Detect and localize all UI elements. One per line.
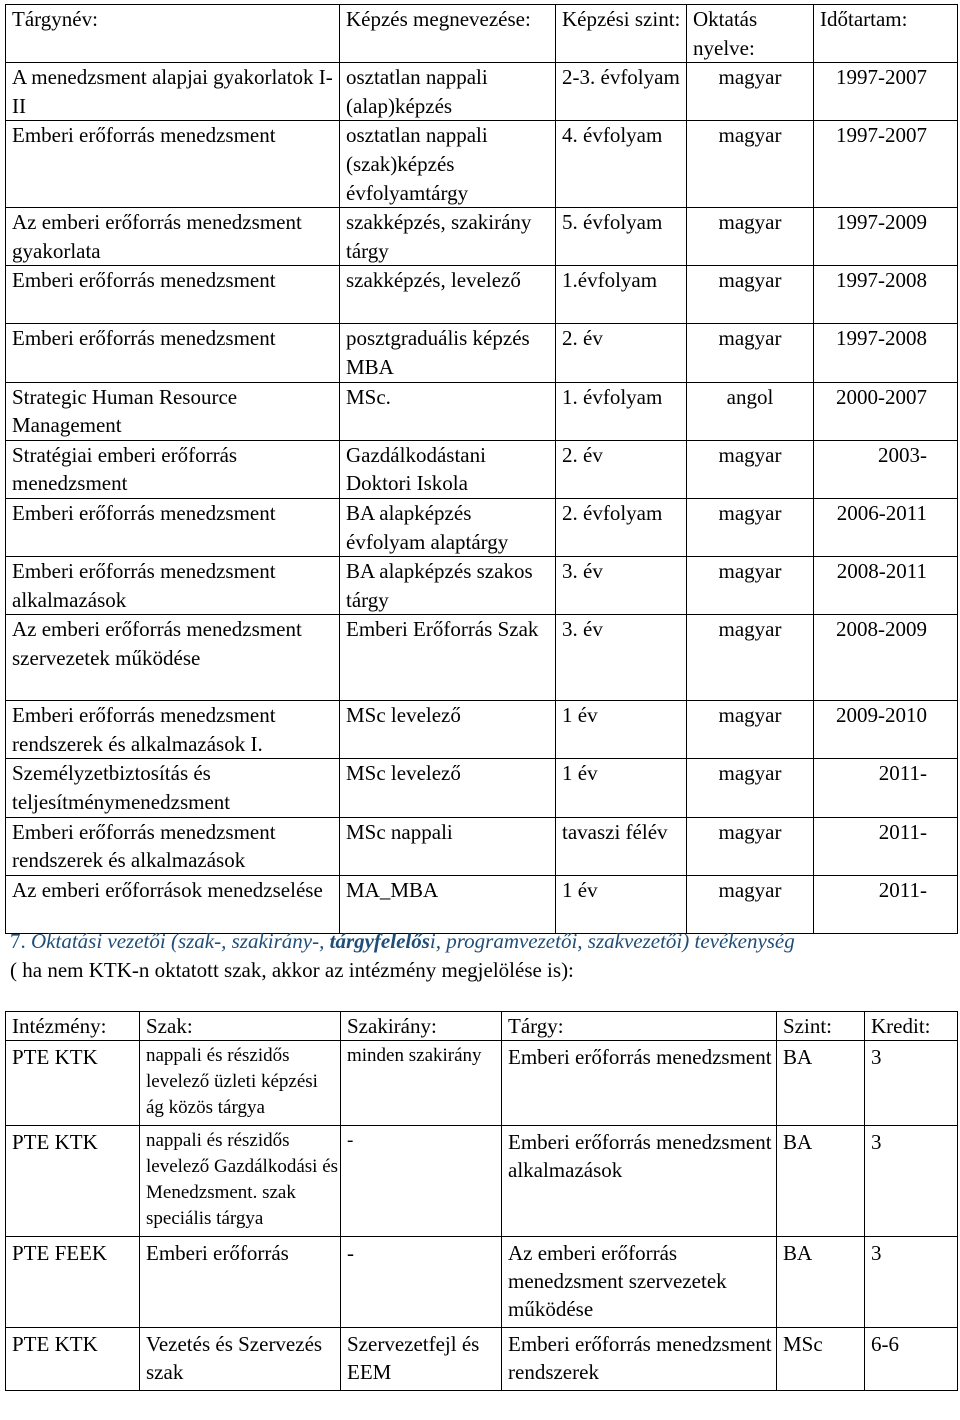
- period-cell: 2009-2010: [814, 701, 958, 759]
- period-cell: 1997-2009: [814, 208, 958, 266]
- program-cell: szakképzés, szakirány tárgy: [340, 208, 556, 266]
- table-row: [6, 1328, 958, 1391]
- major-cell: Vezetés és Szervezés szak: [140, 1328, 341, 1391]
- section-number: 7.: [10, 929, 26, 953]
- header-program: Képzés megnevezése:: [340, 5, 556, 63]
- table-row: [6, 557, 958, 615]
- level-cell: 4. évfolyam: [556, 121, 687, 208]
- credit-cell: 3: [865, 1126, 958, 1237]
- period-cell: 2008-2011: [814, 557, 958, 615]
- header-subject: Tárgynév:: [6, 5, 340, 63]
- subject-cell: Emberi erőforrás menedzsment rendszerek: [502, 1328, 777, 1391]
- program-cell: osztatlan nappali (alap)képzés: [340, 63, 556, 121]
- period-cell: 2000-2007: [814, 382, 958, 440]
- program-cell: posztgraduális képzés MBA: [340, 324, 556, 382]
- table-row: [6, 324, 958, 382]
- table-row: [6, 615, 958, 701]
- subject-cell: Emberi erőforrás menedzsment rendszerek és alkalmazások I.: [6, 701, 340, 759]
- level-cell: 1 év: [556, 875, 687, 933]
- major-cell: nappali és részidős levelező üzleti képzési ág közös tárgya: [140, 1041, 341, 1126]
- program-cell: BA alapképzés szakos tárgy: [340, 557, 556, 615]
- language-cell: magyar: [687, 557, 814, 615]
- header-language: Oktatás nyelve:: [687, 5, 814, 63]
- period-cell: 2011-: [814, 875, 958, 933]
- table-row: [6, 266, 958, 324]
- subject-cell: Emberi erőforrás menedzsment: [6, 266, 340, 324]
- period-cell: 1997-2008: [814, 266, 958, 324]
- program-cell: MSc levelező: [340, 759, 556, 817]
- credit-cell: 3: [865, 1041, 958, 1126]
- language-cell: magyar: [687, 875, 814, 933]
- specialization-cell: minden szakirány: [341, 1041, 502, 1126]
- level-cell: 1 év: [556, 759, 687, 817]
- subject-cell: Emberi erőforrás menedzsment alkalmazások: [6, 557, 340, 615]
- header-level: Képzési szint:: [556, 5, 687, 63]
- subject-cell: Az emberi erőforrások menedzselése: [6, 875, 340, 933]
- language-cell: magyar: [687, 498, 814, 556]
- subject-cell: Emberi erőforrás menedzsment alkalmazások: [502, 1126, 777, 1237]
- header-level: Szint:: [777, 1012, 865, 1041]
- subject-cell: Emberi erőforrás menedzsment: [6, 324, 340, 382]
- header-period: Időtartam:: [814, 5, 958, 63]
- table-row: [6, 875, 958, 933]
- subject-cell: Stratégiai emberi erőforrás menedzsment: [6, 440, 340, 498]
- header-institution: Intézmény:: [6, 1012, 140, 1041]
- subject-cell: Az emberi erőforrás menedzsment szervezetek működése: [6, 615, 340, 701]
- specialization-cell: -: [341, 1126, 502, 1237]
- period-cell: 1997-2007: [814, 121, 958, 208]
- language-cell: magyar: [687, 324, 814, 382]
- subject-cell: Az emberi erőforrás menedzsment szervezetek működése: [502, 1237, 777, 1328]
- table-row: [6, 1041, 958, 1126]
- major-cell: Emberi erőforrás: [140, 1237, 341, 1328]
- program-cell: MSc.: [340, 382, 556, 440]
- table-row: [6, 1237, 958, 1328]
- language-cell: magyar: [687, 759, 814, 817]
- level-cell: 2. év: [556, 440, 687, 498]
- program-cell: MA_MBA: [340, 875, 556, 933]
- level-cell: 3. év: [556, 557, 687, 615]
- table-header-row: [6, 1012, 958, 1041]
- level-cell: 1 év: [556, 701, 687, 759]
- period-cell: 2011-: [814, 759, 958, 817]
- program-cell: BA alapképzés évfolyam alaptárgy: [340, 498, 556, 556]
- table-row: [6, 440, 958, 498]
- specialization-cell: Szervezetfejl és EEM: [341, 1328, 502, 1391]
- table-row: [6, 121, 958, 208]
- table-row: [6, 759, 958, 817]
- level-cell: BA: [777, 1126, 865, 1237]
- program-cell: osztatlan nappali (szak)képzés évfolyamtárgy: [340, 121, 556, 208]
- teaching-history-table: [5, 4, 958, 934]
- level-cell: BA: [777, 1237, 865, 1328]
- subject-cell: Emberi erőforrás menedzsment rendszerek és alkalmazások: [6, 817, 340, 875]
- table-row: [6, 382, 958, 440]
- institution-cell: PTE KTK: [6, 1328, 140, 1391]
- section-note: ( ha nem KTK-n oktatott szak, akkor az intézmény megjelölése is):: [10, 958, 574, 982]
- credit-cell: 6-6: [865, 1328, 958, 1391]
- section-7-heading: [10, 927, 955, 985]
- header-credit: Kredit:: [865, 1012, 958, 1041]
- institution-cell: PTE KTK: [6, 1126, 140, 1237]
- subject-cell: Strategic Human Resource Management: [6, 382, 340, 440]
- period-cell: 2011-: [814, 817, 958, 875]
- language-cell: magyar: [687, 701, 814, 759]
- period-cell: 1997-2008: [814, 324, 958, 382]
- period-cell: 2003-: [814, 440, 958, 498]
- level-cell: MSc: [777, 1328, 865, 1391]
- table-row: [6, 208, 958, 266]
- subject-cell: Emberi erőforrás menedzsment: [502, 1041, 777, 1126]
- program-cell: Emberi Erőforrás Szak: [340, 615, 556, 701]
- section-heading-part-b: i, programvezetői, szakvezetői) tevékenység: [429, 929, 795, 953]
- language-cell: magyar: [687, 63, 814, 121]
- period-cell: 1997-2007: [814, 63, 958, 121]
- table-row: [6, 498, 958, 556]
- section-heading-part-a: Oktatási vezetői (szak-, szakirány-,: [31, 929, 330, 953]
- institution-cell: PTE FEEK: [6, 1237, 140, 1328]
- table-row: [6, 1126, 958, 1237]
- header-major: Szak:: [140, 1012, 341, 1041]
- level-cell: 2-3. évfolyam: [556, 63, 687, 121]
- table-row: [6, 817, 958, 875]
- table-row: [6, 701, 958, 759]
- period-cell: 2006-2011: [814, 498, 958, 556]
- program-cell: szakképzés, levelező: [340, 266, 556, 324]
- program-cell: MSc nappali: [340, 817, 556, 875]
- language-cell: magyar: [687, 266, 814, 324]
- credit-cell: 3: [865, 1237, 958, 1328]
- level-cell: tavaszi félév: [556, 817, 687, 875]
- header-specialization: Szakirány:: [341, 1012, 502, 1041]
- language-cell: magyar: [687, 440, 814, 498]
- level-cell: 5. évfolyam: [556, 208, 687, 266]
- subject-cell: Személyzetbiztosítás és teljesítménymenedzsment: [6, 759, 340, 817]
- level-cell: BA: [777, 1041, 865, 1126]
- section-heading-bold: tárgyfelelős: [329, 929, 430, 953]
- level-cell: 2. évfolyam: [556, 498, 687, 556]
- subject-cell: Emberi erőforrás menedzsment: [6, 121, 340, 208]
- language-cell: magyar: [687, 121, 814, 208]
- major-cell: nappali és részidős levelező Gazdálkodási és Menedzsment. szak speciális tárgya: [140, 1126, 341, 1237]
- level-cell: 1.évfolyam: [556, 266, 687, 324]
- table-row: [6, 63, 958, 121]
- subject-cell: A menedzsment alapjai gyakorlatok I-II: [6, 63, 340, 121]
- level-cell: 1. évfolyam: [556, 382, 687, 440]
- subject-cell: Emberi erőforrás menedzsment: [6, 498, 340, 556]
- language-cell: magyar: [687, 615, 814, 701]
- program-cell: Gazdálkodástani Doktori Iskola: [340, 440, 556, 498]
- language-cell: magyar: [687, 208, 814, 266]
- leadership-activity-table: [5, 1011, 958, 1391]
- period-cell: 2008-2009: [814, 615, 958, 701]
- institution-cell: PTE KTK: [6, 1041, 140, 1126]
- language-cell: magyar: [687, 817, 814, 875]
- program-cell: MSc levelező: [340, 701, 556, 759]
- level-cell: 2. év: [556, 324, 687, 382]
- header-subject: Tárgy:: [502, 1012, 777, 1041]
- table-header-row: [6, 5, 958, 63]
- subject-cell: Az emberi erőforrás menedzsment gyakorlata: [6, 208, 340, 266]
- specialization-cell: -: [341, 1237, 502, 1328]
- language-cell: angol: [687, 382, 814, 440]
- level-cell: 3. év: [556, 615, 687, 701]
